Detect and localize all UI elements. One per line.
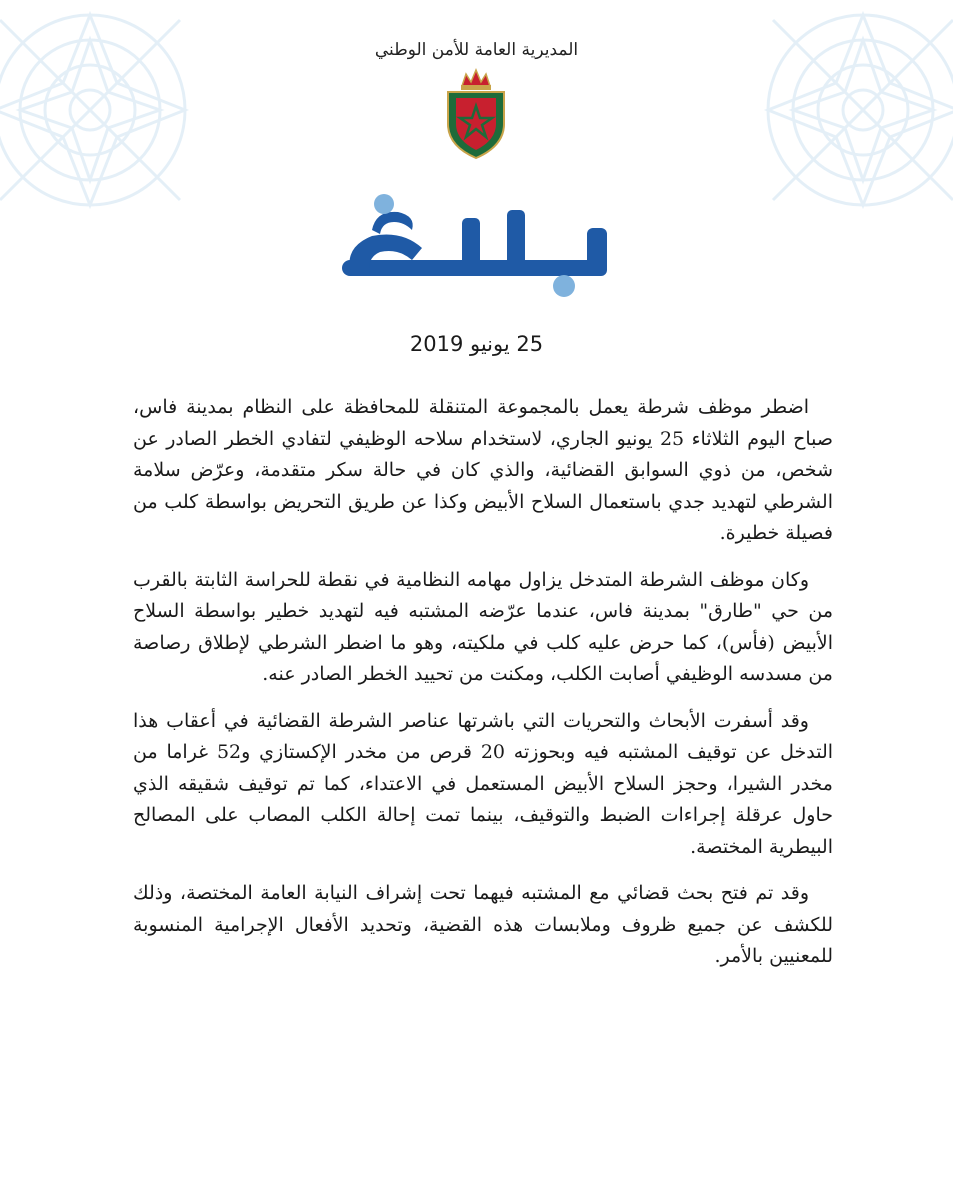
paragraph-3: وقد أسفرت الأبحاث والتحريات التي باشرتها عناصر الشرطة القضائية في أعقاب هذا التدخل عن توقيف المشتبه فيه وبحوزته 20 قرص من مخدر الإكستازي و52 غراما من مخدر الشيرا، وحجز السلاح الأبيض المستعمل في الاعتداء، كما تم توقيف شقيقه الذي حاول عرقلة إجراءات الضبط والتوقيف، بينما تمت إحالة الكلب المصاب على المصالح البيطرية المختصة. [133,709,834,858]
agency-name: المديرية العامة للأمن الوطني [374,40,579,60]
announcement-body [133,392,833,988]
national-security-emblem-icon [442,66,510,160]
document-date: 25 يونيو 2019 [409,332,544,356]
paragraph-2: وكان موظف الشرطة المتدخل يزاول مهامه النظامية في نقطة للحراسة الثابتة بالقرب من حي "طارق" بمدينة فاس، عندما عرّضه المشتبه فيه لتهديد خطير بواسطة السلاح الأبيض (فأس)، كما حرض عليه كلب في ملكيته، وهو ما اضطر الشرطي لإطلاق رصاصة من مسدسه الوظيفي أصابت الكلب، ومكنت من تحييد الخطر الصادر عنه. [133,568,833,685]
announcement-title-graphic [332,190,622,300]
paragraph-4: وقد تم فتح بحث قضائي مع المشتبه فيهما تحت إشراف النيابة العامة المختصة، وذلك للكشف عن جميع ظروف وملابسات هذه القضية، وتحديد الأفعال الإجرامية المنسوبة للمعنيين بالأمر. [133,882,833,967]
paragraph-1: اضطر موظف شرطة يعمل بالمجموعة المتنقلة للمحافظة على النظام بمدينة فاس، صباح اليوم الثلاثاء 25 يونيو الجاري، لاستخدام سلاحه الوظيفي لتفادي الخطر الصادر عن شخص، من ذوي السوابق القضائية، والذي كان في حالة سكر متقدمة، وعرّض سلامة الشرطي لتهديد جدي باستعمال السلاح الأبيض وكذا عن طريق التحريض بواسطة كلب من فصيلة خطيرة. [133,396,833,544]
corner-pattern-left-icon [0,0,240,260]
announcement-title: بلاغ [476,298,478,299]
corner-pattern-right-icon [713,0,953,260]
